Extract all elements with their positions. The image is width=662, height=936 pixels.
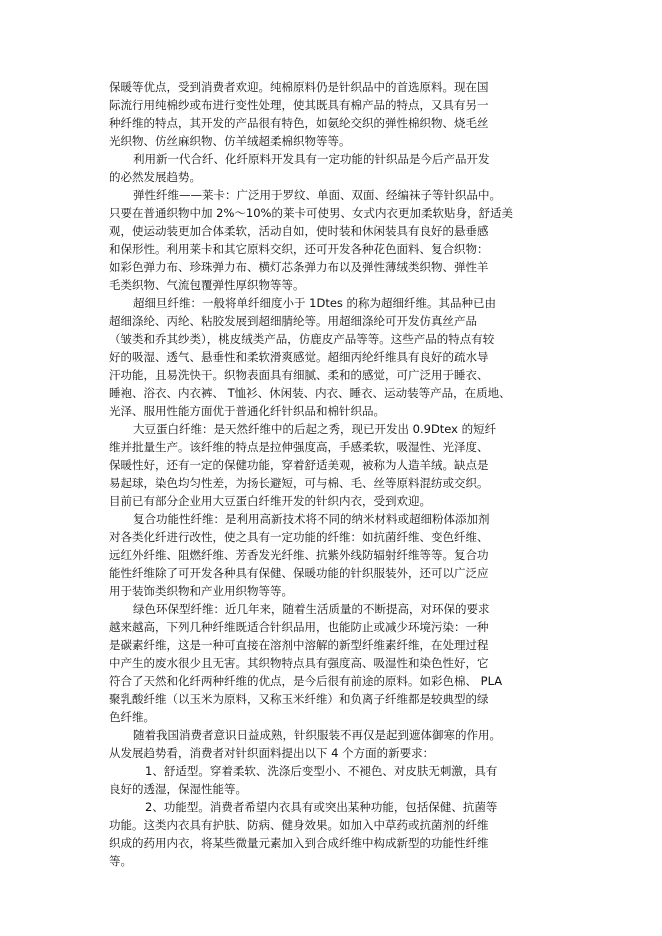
text-line: 如彩色弹力布、珍珠弹力布、横灯芯条弹力布以及弹性薄绒类织物、弹性羊 [109,260,489,274]
text-line: 色纤维。 [109,710,155,724]
text-line: 光织物、仿丝麻织物、仿羊绒超柔棉织物等等。 [109,134,351,148]
text-line: 远红外纤维、阻燃纤维、芳香发光纤维、抗紫外线防辐射纤维等等。复合功 [109,548,489,562]
text-line: 越来越高，下列几种纤维既适合针织品用，也能防止或减少环境污染：一种 [109,620,489,634]
text-line: 良好的透湿，保湿性能等。 [109,782,247,796]
text-line: 易起球，染色均匀性差，为扬长避短，可与棉、毛、丝等原料混纺或交织。 [109,476,489,490]
text-line: 1、舒适型。穿着柔软、洗涤后变型小、不褪色、对皮肤无刺激，具有 [145,764,498,778]
text-line: 弹性纤维——莱卡：广泛用于罗纹、单面、双面、经编袜子等针织品中。 [133,188,501,202]
text-line: 绿色环保型纤维：近几年来，随着生活质量的不断提高，对环保的要求 [133,602,490,616]
text-line: 目前已有部分企业用大豆蛋白纤维开发的针织内衣，受到欢迎。 [109,494,431,508]
text-line: 聚乳酸纤维（以玉米为原料，又称玉米纤维）和负离子纤维都是较典型的绿 [109,692,489,706]
text-line: 复合功能性纤维：是利用高新技术将不同的纳米材料或超细粉体添加剂 [133,512,490,526]
text-line: 光泽、服用性能方面优于普通化纤针织品和棉针织品。 [109,404,385,418]
text-line: 织成的药用内衣，将某些微量元素加入到合成纤维中构成新型的功能性纤维 [109,836,489,850]
text-line: （皱类和乔其纱类），桃皮绒类产品，仿鹿皮产品等等。这些产品的特点有较 [109,332,495,346]
text-line: 维并批量生产。该纤维的特点是拉伸强度高，手感柔软，吸湿性、光泽度、 [109,440,489,454]
text-line: 符合了天然和化纤两种纤维的优点，是今后很有前途的原料。如彩色棉、 PLA [109,674,503,688]
text-line: 和保形性。利用莱卡和其它原料交织，还可开发各种花色面料、复合织物： [109,242,489,256]
text-line: 好的吸湿、透气、悬垂性和柔软滑爽感觉。超细丙纶纤维具有良好的疏水导 [109,350,489,364]
text-line: 毛类织物、气流包覆弹性厚织物等等。 [109,278,305,292]
text-line: 保暖等优点，受到消费者欢迎。纯棉原料仍是针织品中的首选原料。现在国 [109,80,489,94]
text-line: 对各类化纤进行改性，使之具有一定功能的纤维：如抗菌纤维、变色纤维、 [109,530,489,544]
text-line: 中产生的废水很少且无害。其织物特点具有强度高、吸湿性和染色性好，它 [109,656,489,670]
text-line: 用于装饰类织物和产业用织物等等。 [109,584,293,598]
text-line: 保暖性好，还有一定的保健功能，穿着舒适美观，被称为人造羊绒。缺点是 [109,458,489,472]
text-line: 超细旦纤维：一般将单纤细度小于 1Dtes 的称为超细纤维。其品种已由 [133,296,497,310]
text-line: 从发展趋势看，消费者对针织面料提出以下 4 个方面的新要求： [109,746,435,760]
text-line: 功能。这类内衣具有护肤、防病、健身效果。如加入中草药或抗菌剂的纤维 [109,818,489,832]
text-line: 汗功能，且易洗快干。织物表面具有细腻、柔和的感觉，可广泛用于睡衣、 [109,368,489,382]
text-line: 能性纤维除了可开发各种具有保健、保暖功能的针织服装外，还可以广泛应 [109,566,489,580]
text-line: 际流行用纯棉纱或布进行变性处理，使其既具有棉产品的特点，又具有另一 [109,98,489,112]
document-body [109,78,555,870]
text-line: 等。 [109,854,132,868]
text-line: 的必然发展趋势。 [109,170,201,184]
text-line: 随着我国消费者意识日益成熟，针织服装不再仅是起到遮体御寒的作用。 [133,728,501,742]
text-line: 利用新一代合纤、化纤原料开发具有一定功能的针织品是今后产品开发 [133,152,490,166]
text-line: 大豆蛋白纤维：是天然纤维中的后起之秀，现已开发出 0.9Dtex 的短纤 [133,422,497,436]
text-line: 种纤维的特点，其开发的产品很有特色，如氨纶交织的弹性棉织物、烧毛丝 [109,116,489,130]
text-line: 2、功能型。消费者希望内衣具有或突出某种功能，包括保健、抗菌等 [145,800,498,814]
text-line: 是碳素纤维，这是一种可直接在溶剂中溶解的新型纤维素纤维，在处理过程 [109,638,489,652]
text-line: 睡袍、浴衣、内衣裤、 T恤衫、休闲装、内衣、睡衣、运动装等产品，在质地、 [109,386,511,400]
text-line: 超细涤纶、丙纶、粘胶发展到超细腈纶等。用超细涤纶可开发仿真丝产品 [109,314,477,328]
text-line: 观，使运动装更加合体柔软，活动自如，使时装和休闲装具有良好的悬垂感 [109,224,489,238]
text-line: 只要在普通织物中加 2%～10%的莱卡可使男、女式内衣更加柔软贴身，舒适美 [109,206,513,220]
